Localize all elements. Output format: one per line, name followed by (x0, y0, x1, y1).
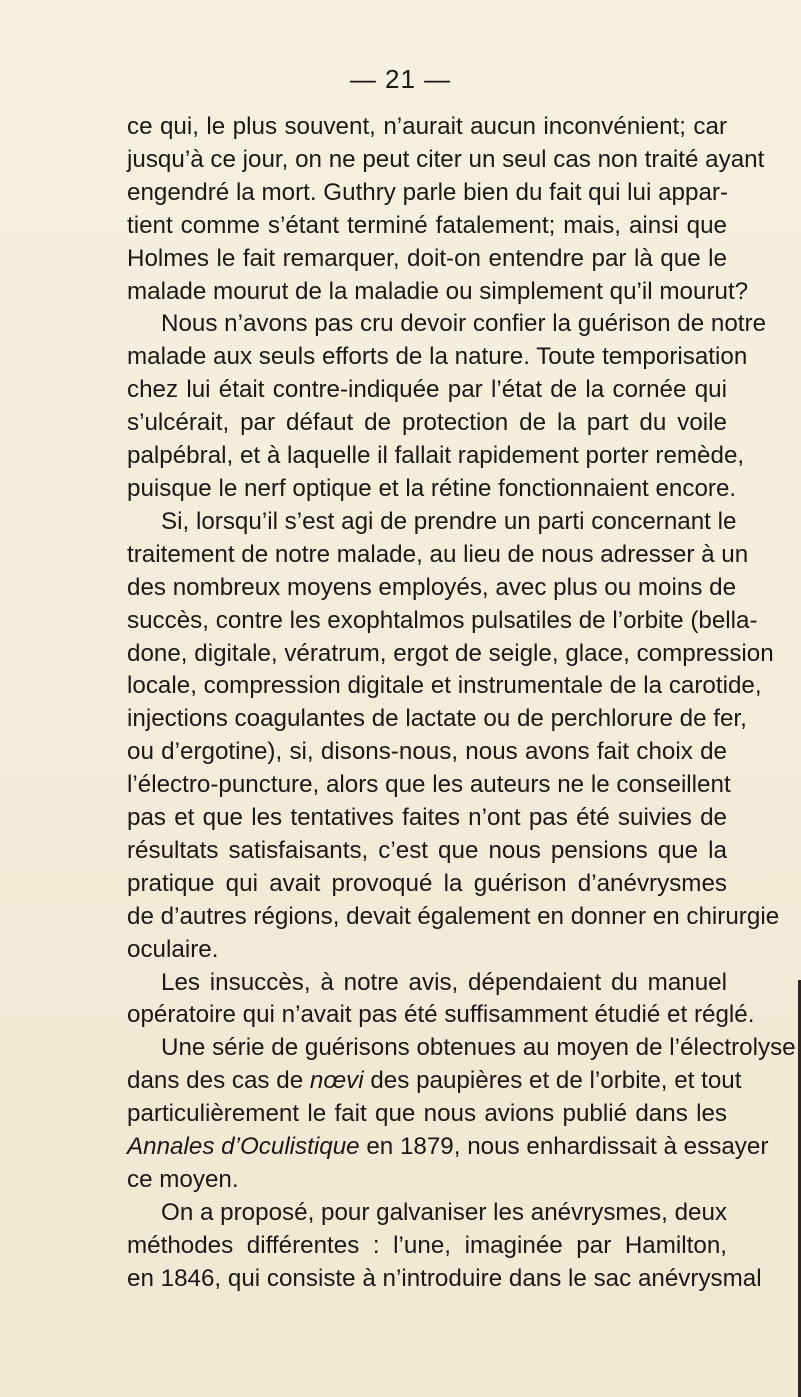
text-line: s’ulcérait, par défaut de protection de la part du voile (127, 409, 727, 437)
text-line: oculaire. (127, 935, 219, 963)
text-line: méthodes différentes : l’une, imaginée par Hamilton, (127, 1231, 727, 1259)
text-line: pratique qui avait provoqué la guérison d’anévrysmes (127, 869, 727, 897)
text-line: malade mourut de la maladie ou simplement qu’il mourut? (127, 277, 749, 305)
text-line (127, 1065, 742, 1098)
text-line: Si, lorsqu’il s’est agi de prendre un parti concernant le (161, 507, 737, 535)
text-line: en 1846, qui consiste à n’introduire dans le sac anévrysmal (127, 1264, 762, 1292)
text-fragment: dans des cas de (127, 1067, 310, 1095)
text-line: ce qui, le plus souvent, n’aurait aucun inconvénient; car (127, 113, 727, 140)
text-line: tient comme s’étant terminé fatalement; mais, ainsi que (127, 211, 727, 239)
text-line: l’électro-puncture, alors que les auteurs ne le conseillent (127, 771, 731, 799)
text-line: ou d’ergotine), si, disons-nous, nous avons fait choix de (127, 738, 727, 766)
text-line: engendré la mort. Guthry parle bien du fait qui lui appar- (127, 178, 729, 206)
page-number: — 21 — (349, 64, 452, 94)
text-line: chez lui était contre-indiquée par l’état de la cornée qui (127, 376, 727, 404)
text-line: malade aux seuls efforts de la nature. Toute temporisation (127, 343, 748, 371)
text-line: Nous n’avons pas cru devoir confier la guérison de notre (161, 310, 767, 338)
italic-text: Annales d’Oculistique (127, 1133, 360, 1161)
text-line: locale, compression digitale et instrumentale de la carotide, (127, 672, 762, 700)
text-line: Les insuccès, à notre avis, dépendaient du manuel (161, 968, 727, 996)
text-line: des nombreux moyens employés, avec plus ou moins de (127, 573, 737, 601)
text-fragment: des paupières et de l’orbite, et tout (363, 1067, 742, 1095)
text-line: Une série de guérisons obtenues au moyen de l’électrolyse (161, 1034, 796, 1062)
text-line: jusqu’à ce jour, on ne peut citer un seul cas non traité ayant (127, 145, 765, 173)
text-line: On a proposé, pour galvaniser les anévrysmes, deux (161, 1198, 728, 1226)
text-line: traitement de notre malade, au lieu de nous adresser à un (127, 540, 749, 568)
text-line: succès, contre les exophtalmos pulsatiles de l’orbite (bella- (127, 606, 758, 634)
text-line: pas et que les tentatives faites n’ont pas été suivies de (127, 804, 727, 832)
text-line: Holmes le fait remarquer, doit-on entendre par là que le (127, 244, 727, 272)
text-line: particulièrement le fait que nous avions publié dans les (127, 1100, 727, 1128)
text-line: opératoire qui n’avait pas été suffisamment étudié et réglé. (127, 1001, 755, 1029)
text-line: done, digitale, vératrum, ergot de seigle, glace, compression (127, 639, 774, 667)
text-line: de d’autres régions, devait également en donner en chirurgie (127, 902, 780, 930)
text-line (127, 1131, 769, 1164)
text-fragment: en 1879, nous enhardissait à essayer (359, 1133, 769, 1161)
text-line: ce moyen. (127, 1166, 239, 1193)
text-line: injections coagulantes de lactate ou de perchlorure de fer, (127, 705, 747, 733)
text-line: résultats satisfaisants, c’est que nous pensions que la (127, 836, 727, 864)
body-text (127, 111, 796, 1296)
text-line: palpébral, et à laquelle il fallait rapidement porter remède, (127, 442, 745, 470)
italic-text: nœvi (309, 1067, 364, 1095)
text-line: puisque le nerf optique et la rétine fonctionnaient encore. (127, 474, 737, 502)
